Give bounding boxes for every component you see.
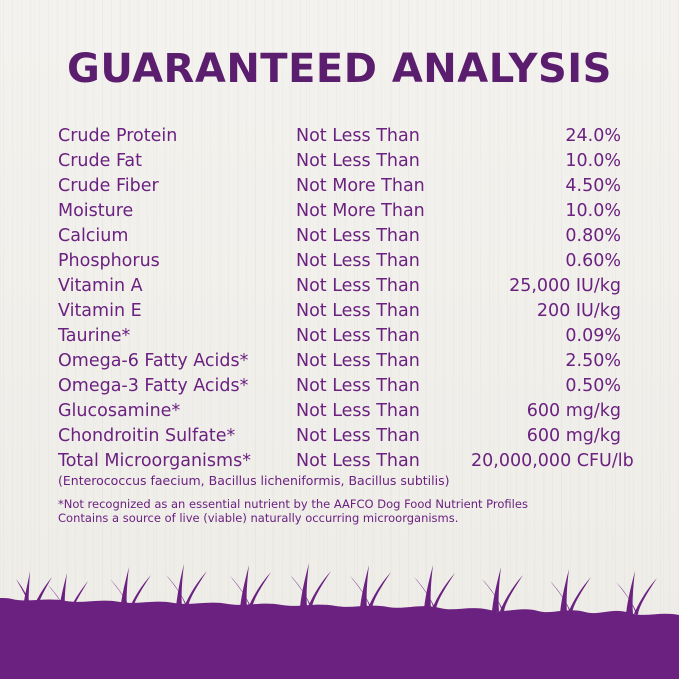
table-row: [58, 251, 621, 276]
nutrient-name: Vitamin E: [58, 301, 142, 321]
nutrient-value: 0.09%: [565, 326, 621, 346]
nutrient-qualifier: Not Less Than: [296, 451, 420, 471]
table-row: [58, 226, 621, 251]
nutrient-value: 600 mg/kg: [526, 401, 621, 421]
table-row: [58, 426, 621, 451]
nutrient-value: 600 mg/kg: [526, 426, 621, 446]
nutrient-qualifier: Not Less Than: [296, 351, 420, 371]
nutrient-value: 10.0%: [565, 201, 621, 221]
nutrient-qualifier: Not Less Than: [296, 326, 420, 346]
nutrient-name: Moisture: [58, 201, 134, 221]
table-row: [58, 376, 621, 401]
nutrient-qualifier: Not Less Than: [296, 426, 420, 446]
nutrient-qualifier: Not More Than: [296, 176, 425, 196]
table-row: [58, 176, 621, 201]
nutrient-name: Glucosamine*: [58, 401, 181, 421]
nutrient-name: Vitamin A: [58, 276, 143, 296]
nutrient-qualifier: Not Less Than: [296, 376, 420, 396]
organism-note: (Enterococcus faecium, Bacillus licheniformis, Bacillus subtilis): [58, 473, 450, 488]
nutrient-value: 24.0%: [565, 126, 621, 146]
nutrient-name: Crude Fiber: [58, 176, 159, 196]
table-row: [58, 151, 621, 176]
nutrient-value: 0.60%: [565, 251, 621, 271]
nutrient-name: Phosphorus: [58, 251, 160, 271]
nutrient-qualifier: Not Less Than: [296, 401, 420, 421]
nutrient-qualifier: Not More Than: [296, 201, 425, 221]
nutrient-qualifier: Not Less Than: [296, 151, 420, 171]
nutrient-value: 25,000 IU/kg: [509, 276, 621, 296]
nutrient-name: Omega-3 Fatty Acids*: [58, 376, 249, 396]
grass-silhouette-decoration: [0, 519, 679, 679]
table-row: [58, 201, 621, 226]
page-title: GUARANTEED ANALYSIS: [67, 46, 612, 92]
nutrient-qualifier: Not Less Than: [296, 226, 420, 246]
nutrient-name: Total Microorganisms*: [58, 451, 251, 471]
footnote-aafco: *Not recognized as an essential nutrient by the AAFCO Dog Food Nutrient Profiles: [58, 497, 528, 511]
nutrient-qualifier: Not Less Than: [296, 301, 420, 321]
table-row: [58, 351, 621, 376]
table-row: [58, 401, 621, 426]
nutrient-name: Chondroitin Sulfate*: [58, 426, 236, 446]
table-row: [58, 326, 621, 351]
nutrition-table: [58, 126, 634, 476]
nutrient-value: 0.80%: [565, 226, 621, 246]
table-row: [58, 276, 621, 301]
nutrient-value: 10.0%: [565, 151, 621, 171]
nutrient-name: Crude Fat: [58, 151, 142, 171]
nutrient-qualifier: Not Less Than: [296, 276, 420, 296]
table-row: [58, 126, 621, 151]
nutrient-name: Taurine*: [58, 326, 131, 346]
nutrient-name: Calcium: [58, 226, 129, 246]
nutrient-value: 4.50%: [565, 176, 621, 196]
nutrient-qualifier: Not Less Than: [296, 126, 420, 146]
nutrient-name: Crude Protein: [58, 126, 178, 146]
nutrient-value: 20,000,000 CFU/lb: [471, 451, 634, 471]
nutrient-value: 200 IU/kg: [536, 301, 621, 321]
nutrient-value: 2.50%: [565, 351, 621, 371]
footnote-microorganisms: Contains a source of live (viable) naturally occurring microorganisms.: [58, 511, 459, 525]
nutrient-qualifier: Not Less Than: [296, 251, 420, 271]
nutrient-name: Omega-6 Fatty Acids*: [58, 351, 249, 371]
nutrient-value: 0.50%: [565, 376, 621, 396]
table-row: [58, 301, 621, 326]
